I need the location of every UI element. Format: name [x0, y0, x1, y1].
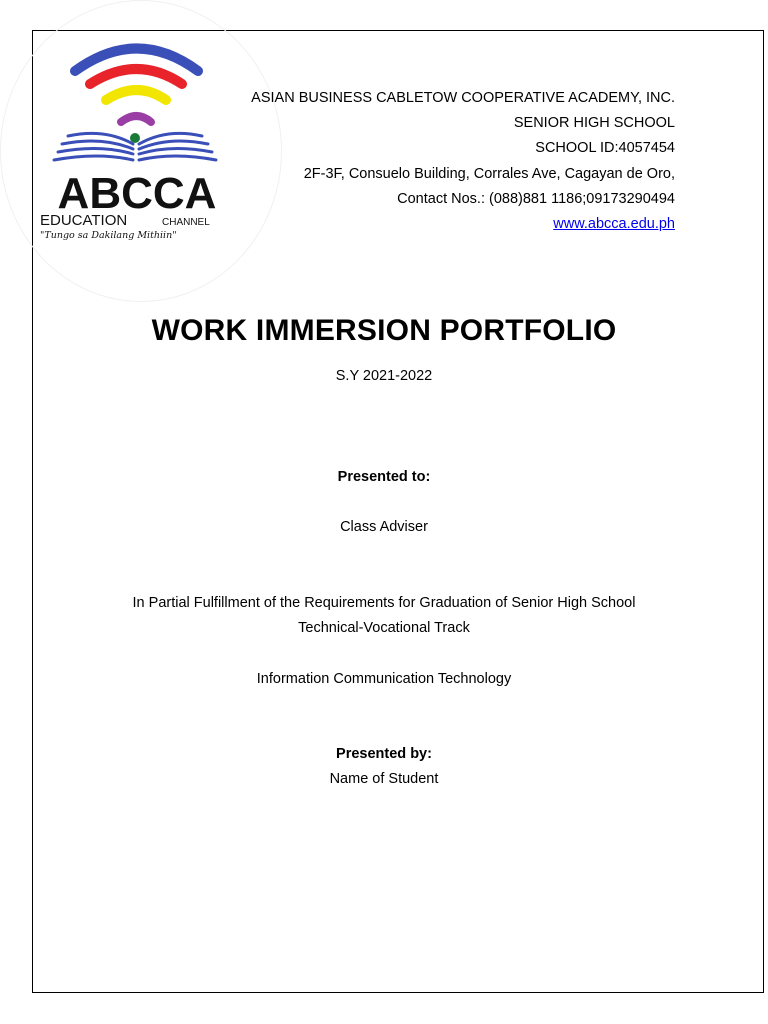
presented-by-label: Presented by:	[336, 746, 432, 762]
logo-education-text: EDUCATION	[40, 212, 128, 229]
school-address: 2F-3F, Consuelo Building, Corrales Ave, Cagayan de Oro,	[303, 165, 675, 182]
presented-to-value: Class Adviser	[340, 519, 428, 535]
school-id: SCHOOL ID:4057454	[535, 140, 675, 157]
presented-by-value: Name of Student	[329, 771, 439, 787]
school-name: ASIAN BUSINESS CABLETOW COOPERATIVE ACADEMY, INC.	[251, 90, 675, 106]
logo-purple-arc	[121, 116, 151, 122]
fulfillment-line-1: In Partial Fulfillment of the Requirements for Graduation of Senior High School	[132, 595, 636, 611]
school-header	[251, 86, 675, 237]
logo-abcca-text: ABCCA	[57, 169, 217, 218]
school-year: S.Y 2021-2022	[335, 368, 433, 384]
logo-yellow-arc	[106, 90, 166, 100]
presented-to-label: Presented to:	[337, 469, 431, 485]
school-department: SENIOR HIGH SCHOOL	[513, 115, 675, 132]
logo-channel-text: CHANNEL	[162, 217, 210, 228]
school-contact: Contact Nos.: (088)881 1186;09173290494	[397, 190, 675, 207]
strand-text: Information Communication Technology	[256, 671, 512, 687]
document-title: WORK IMMERSION PORTFOLIO	[151, 314, 617, 347]
fulfillment-line-2: Technical-Vocational Track	[298, 620, 470, 636]
logo-red-arc	[90, 69, 182, 84]
logo-motto-text: "Tungo sa Dakilang Mithiin"	[40, 230, 177, 241]
school-website-link[interactable]: www.abcca.edu.ph	[553, 216, 675, 233]
abcca-logo	[30, 36, 245, 256]
